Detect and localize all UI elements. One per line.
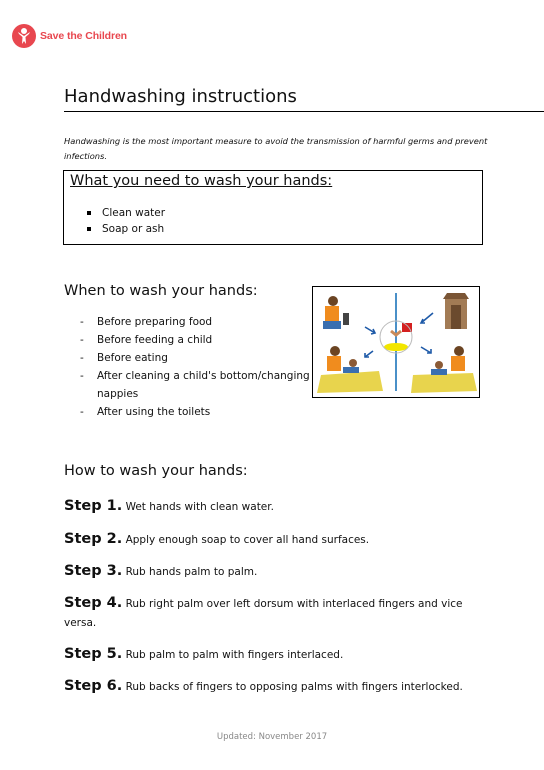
requirements-list [84,205,165,237]
title-rule [64,86,544,112]
step-text: Rub hands palm to palm. [125,566,258,578]
list-item: Clean water [84,205,165,221]
mother-child-icon [327,346,359,373]
brand-logo [12,24,127,48]
page-title: Handwashing instructions [64,86,297,107]
step-text: Apply enough soap to cover all hand surfaces. [125,534,370,546]
list-item: - After cleaning a child's bottom/changing nappies [80,367,320,403]
list-item: - Before preparing food [80,313,320,331]
step-2 [64,530,484,550]
step-label: Step 1. [64,498,123,514]
handwashing-illustration [312,286,480,398]
step-label: Step 6. [64,678,123,694]
step-4 [64,594,484,633]
step-6 [64,677,484,697]
list-item: - Before eating [80,349,320,367]
child-figure-icon [12,24,36,48]
step-text: Rub backs of fingers to opposing palms with fingers interlocked. [125,681,463,693]
footer-updated: Updated: November 2017 [216,732,328,742]
step-1 [64,497,484,517]
intro-text: Handwashing is the most important measure to avoid the transmission of harmful germs and prevent infections. [64,136,488,161]
requirements-title: What you need to wash your hands: [70,173,333,189]
step-text: Wet hands with clean water. [125,501,274,513]
brand-name: Save the Children [40,30,127,42]
list-item: Soap or ash [84,221,165,237]
step-5 [64,645,484,665]
step-label: Step 2. [64,531,123,547]
handwashing-scenes-image [313,287,479,397]
step-text: Rub palm to palm with fingers interlaced. [125,649,344,661]
step-text: Rub right palm over left dorsum with interlaced fingers and vice versa. [64,598,463,629]
when-list [80,313,320,421]
list-item: - Before feeding a child [80,331,320,349]
list-item: - After using the toilets [80,403,320,421]
when-title: When to wash your hands: [64,283,258,299]
person-eating-icon [431,346,465,375]
how-title: How to wash your hands: [64,463,248,479]
person-cooking-icon [323,296,349,329]
step-label: Step 3. [64,563,123,579]
requirements-box [63,170,483,245]
step-label: Step 4. [64,595,123,611]
step-label: Step 5. [64,646,123,662]
latrine-icon [443,293,469,329]
step-3 [64,562,484,582]
